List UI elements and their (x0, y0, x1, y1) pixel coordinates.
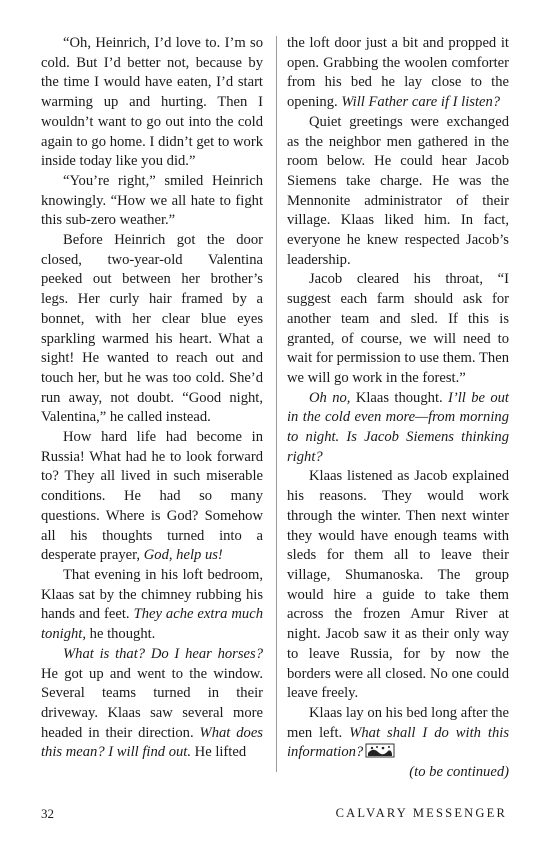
paragraph (287, 704, 509, 763)
paragraph: Jacob cleared his throat, “I suggest each farm should ask for another team and sled. If this is granted, of course, we will need to wait for permission to use them. Then we will go work in the forest.” (287, 271, 509, 386)
left-column (41, 34, 263, 763)
page-footer (41, 806, 507, 824)
paragraph-text: How hard life had become in Russia! What had he to look forward to? They all lived in such miserable conditions. He had so many questions. Where is God? Somehow all his thoughts turned into a desperate prayer, (41, 429, 263, 564)
column-divider (276, 36, 277, 772)
paragraph: Quiet greetings were exchanged as the neighbor men gathered in the room below. He could hear Jacob Siemens take charge. He was the Mennonite administrator of their village. Klaas liked him. In fact, everyone he knew respected Jacob’s leadership. (287, 113, 509, 268)
paragraph (41, 566, 263, 645)
paragraph (287, 34, 509, 113)
italic-thought: God, help us! (143, 547, 223, 564)
paragraph: “You’re right,” smiled Heinrich knowingly. “How we all hate to fight this sub-zero weather.” (41, 172, 263, 229)
paragraph: Klaas listened as Jacob explained his reasons. They would work through the winter. Then next winter they would have enough teams with sleds for them all to leave their village, Shumanoska. The group would hire a guide to take them across the frozen Amur River at night. Jacob saw it as their only way to leave Russia, for by now the borders were all closed. No one could leave freely. (287, 468, 509, 702)
paragraph (287, 389, 509, 468)
paragraph (41, 428, 263, 566)
decorative-end-mark-icon (365, 743, 395, 758)
page-number: 32 (41, 806, 54, 821)
italic-thought: Oh no, (309, 389, 351, 406)
to-be-continued-note: (to be continued) (409, 764, 509, 781)
italic-thought: What is that? Do I hear horses? (63, 645, 263, 662)
italic-thought: What shall I do with this information? (287, 724, 510, 761)
paragraph-text: He lifted (194, 744, 247, 761)
paragraph-text: he thought. (89, 626, 156, 643)
paragraph-text: That evening in his loft bedroom, Klaas sat by the chimney rubbing his hands and feet. (41, 566, 263, 623)
right-column (287, 34, 509, 783)
paragraph-text: He got up and went to the window. Several teams turned in their driveway. Klaas saw several more headed in their direction. (41, 665, 263, 741)
paragraph-text: Klaas lay on his bed long after the men left. (287, 704, 509, 741)
paragraph: “Oh, Heinrich, I’d love to. I’m so cold. But I’d better not, because by the time I would have eaten, I’d start warming up and hurting. Then I wouldn’t want to go out into the cold again to go home. I didn’t get to work inside today like you did.” (41, 35, 263, 170)
italic-thought: What does this mean? I will find out. (41, 724, 263, 761)
paragraph (41, 645, 263, 763)
italic-thought: Will Father care if I listen? (341, 94, 501, 111)
paragraph: Before Heinrich got the door closed, two-year-old Valentina peeked out between her brother’s legs. Her curly hair framed by a bonnet, with her clear blue eyes sparkling warmed his heart. What a sight! He wanted to reach out and touch her, but he was too cold. She’d run away, not doubt. “Good night, Valentina,” he called instead. (41, 232, 263, 426)
paragraph-text: Klaas thought. (355, 389, 443, 406)
publication-name: CALVARY MESSENGER (335, 806, 507, 820)
paragraph-text: the loft door just a bit and propped it open. Grabbing the woolen comforter from his bed he lay close to the opening. (287, 35, 509, 111)
italic-thought: I’ll be out in the cold even more—from morning to night. Is Jacob Siemens thinking right? (287, 389, 509, 465)
italic-thought: They ache extra much tonight, (41, 606, 264, 643)
